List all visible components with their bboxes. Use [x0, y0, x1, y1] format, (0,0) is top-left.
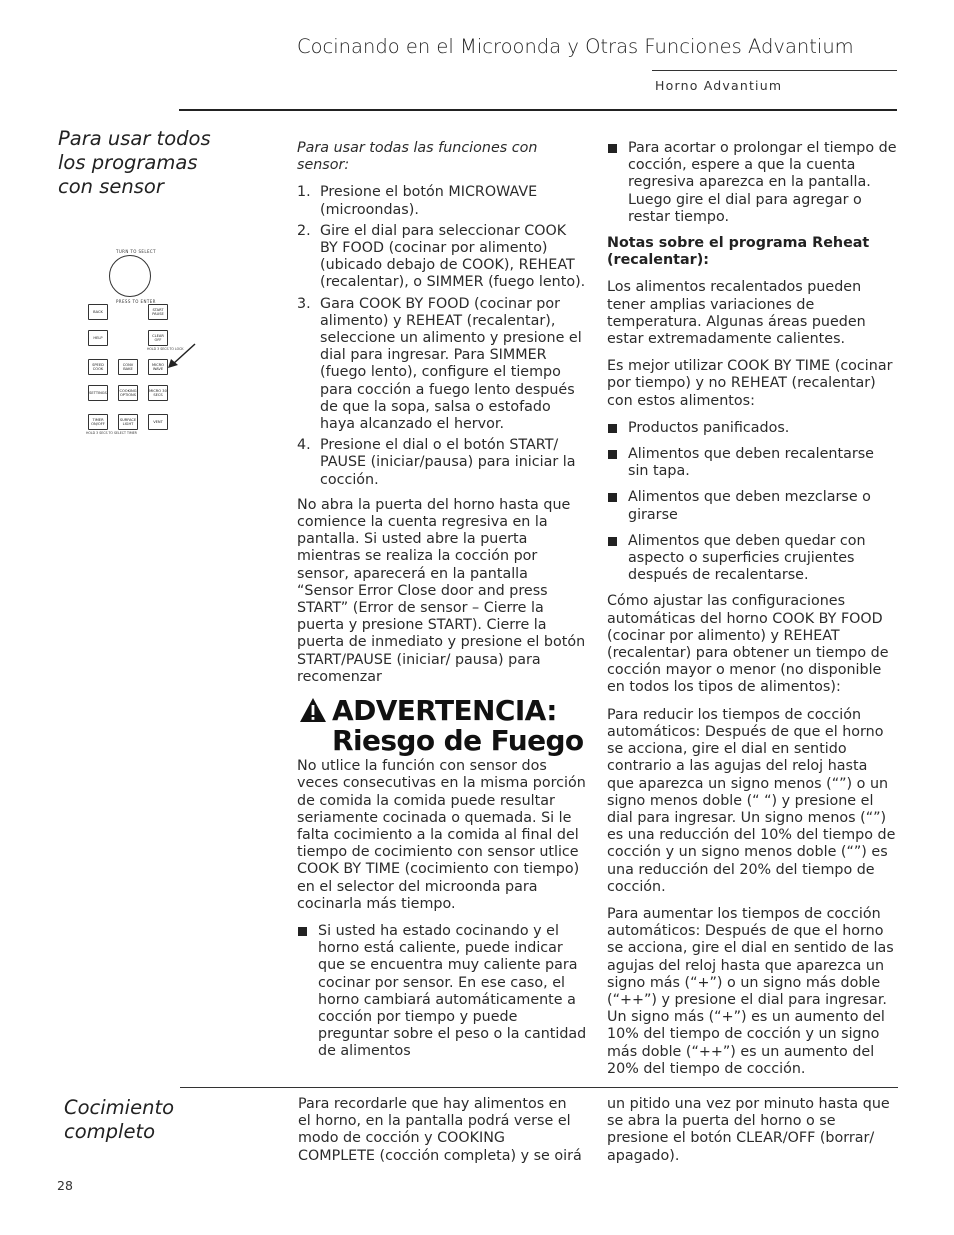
header-divider [179, 109, 897, 111]
heading-line: Para usar todos [58, 127, 211, 150]
shorten-list [607, 140, 897, 226]
foods-list [607, 420, 897, 585]
reheat-notes-p2: Es mejor utilizar COOK BY TIME (cocinar por tiempo) y no REHEAT (recalentar) con estos alimentos: [607, 358, 893, 409]
list-item: Alimentos que deben quedar con aspecto o superficies crujientes después de recalentarse. [607, 533, 897, 585]
timer-note: HOLD 3 SECS TO SELECT TIMER [86, 431, 137, 435]
list-item: 2. Gire el dial para seleccionar COOK BY FOOD (cocinar por alimento) (ubicado debajo de COOK), REHEAT (recalentar), o SIMMER (fuego lento). [297, 222, 586, 291]
cooking-complete-text-right [607, 1096, 892, 1175]
sensor-steps-list [297, 184, 587, 488]
vent-key: VENT [148, 414, 168, 430]
reheat-notes-p1: Los alimentos recalentados pueden tener amplias variaciones de temperatura. Algunas áreas pueden estar extremadamente calientes. [607, 279, 866, 348]
settings-key: SETTINGS [88, 385, 108, 401]
cooking-complete-left: Para recordarle que hay alimentos en el horno, en la pantalla podrá verse el modo de cocción y COOKING COMPLETE (cocción completa) y se oirá [298, 1096, 582, 1164]
speed-cook-key: SPEED COOK [88, 359, 108, 375]
back-key: BACK [88, 304, 108, 320]
dial-bottom-label: PRESS TO ENTER [116, 299, 156, 304]
door-paragraph: No abra la puerta del horno hasta que comience la cuenta regresiva en la pantalla. Si usted abre la puerta mientras se realiza la cocción por sensor, aparecerá en la pantalla “Sensor Error Close door and press START” (Error de sensor – Cierre la puerta y presione START). Cierre la puerta de inmediato y presione el botón START/PAUSE (iniciar/ pausa) para recomenzar [297, 496, 586, 685]
list-item: 1. Presione el botón MICROWAVE (microondas). [297, 184, 538, 218]
warning-triangle-icon [299, 697, 327, 723]
increase-paragraph: Para aumentar los tiempos de cocción automáticos: Después de que el horno se acciona, gire el dial en sentido de las agujas del reloj hasta que aparezca un signo más (“+”) o un signo más doble (“++”) y presione el dial para ingresar. Un signo más (“+”) es un aumento del 10% del tiempo de cocción y un signo más doble (“++”) es un aumento del 20% del tiempo de cocción. [607, 905, 894, 1077]
fire-warning [297, 696, 587, 756]
header-divider-short [652, 70, 897, 71]
selector-dial [109, 255, 151, 297]
list-item: 3. Gara COOK BY FOOD (cocinar por alimento) y REHEAT (recalentar), seleccione un alimento y presione el dial para ingresar. Para SIMMER (fuego lento), configure el tiempo para cocción a fuego lento después de que la sopa, salsa o estofado haya alcanzado el hervor. [297, 295, 582, 433]
micro-wave-key: MICRO WAVE [148, 359, 168, 375]
adjust-paragraph: Cómo ajustar las configuraciones automáticas del horno COOK BY FOOD (cocinar por alimento) y REHEAT (recalentar) para obtener un tiempo de cocción mayor o menor (no disponible en todos los tipos de alimentos): [607, 593, 889, 696]
list-item: 4. Presione el dial o el botón START/ PAUSE (iniciar/pausa) para iniciar la cocción. [297, 437, 576, 488]
warning-text: No utlice la función con sensor dos veces consecutivas en la misma porción de comida la comida puede resultar seriamente cocinada o quemada. Si le falta cocimiento a la comida al final del tiempo de cocimiento con sensor utlice COOK BY TIME (cocimiento con tiempo) en el selector del microonda para cocinarla más tiempo. [297, 758, 586, 912]
page-header-title: Cocinando en el Microonda y Otras Funciones Advantium [297, 35, 854, 58]
list-item: Para acortar o prolongar el tiempo de cocción, espere a que la cuenta regresiva aparezca en la pantalla. Luego gire el dial para agregar o restar tiempo. [607, 140, 897, 226]
reheat-notes-heading: Notas sobre el programa Reheat (recalentar): [607, 235, 870, 269]
pointer-arrow-icon [165, 342, 199, 372]
micro-30-secs-key: MICRO 30 SECS [148, 385, 168, 401]
dial-top-label: TURN TO SELECT [116, 249, 156, 254]
reheat-notes-column [607, 140, 897, 1088]
heading-line: con sensor [58, 175, 164, 198]
hot-oven-list [297, 923, 587, 1061]
clear-off-note: HOLD 3 SECS TO LOCK [147, 347, 184, 351]
cooking-options-key: COOKING OPTIONS [118, 385, 138, 401]
list-item: Si usted ha estado cocinando y el horno está caliente, puede indicar que se encuentra muy caliente para cocinar por sensor. En ese caso, el horno cambiará automáticamente a cocción por tiempo y puede preguntar sobre el peso o la cantidad de alimentos [297, 923, 587, 1061]
page-header-subtitle: Horno Advantium [655, 78, 783, 93]
warning-title-line1: ADVERTENCIA: [332, 694, 557, 728]
surface-light-key: SURFACE LIGHT [118, 414, 138, 430]
heading-line: Cocimiento [64, 1096, 175, 1119]
heading-line: completo [64, 1120, 156, 1143]
section-heading-sensor [58, 127, 258, 199]
warning-title-line2: Riesgo de Fuego [332, 724, 584, 758]
cooking-complete-right: un pitido una vez por minuto hasta que se abra la puerta del horno o se presione el botón CLEAR/OFF (borrar/ apagado). [607, 1096, 890, 1164]
reduce-paragraph: Para reducir los tiempos de cocción automáticos: Después de que el horno se acciona, gire el dial en sentido contrario a las agujas del reloj hasta que aparezca un signo menos (“”) o un signo menos doble (“ “) y presione el dial para ingresar. Un signo menos (“”) es una reducción del 10% del tiempo de cocción y un signo menos doble (“”) es una reducción del 20% del tiempo de cocción. [607, 706, 896, 895]
conv-bake-key: CONV BAKE [118, 359, 138, 375]
heading-line: los programas [58, 151, 198, 174]
list-item: Alimentos que deben recalentarse sin tapa. [607, 446, 897, 480]
list-item: Alimentos que deben mezclarse o girarse [607, 489, 897, 523]
cooking-complete-text-left [298, 1096, 583, 1175]
section-heading-complete [64, 1096, 264, 1144]
sensor-intro: Para usar todas las funciones con sensor: [297, 140, 538, 174]
help-key: HELP [88, 330, 108, 346]
timer-key: TIMER ON/OFF [88, 414, 108, 430]
section-divider [180, 1087, 898, 1088]
page-number: 28 [57, 1178, 73, 1193]
clear-off-key: CLEAR OFF [148, 330, 168, 346]
control-panel-illustration [80, 246, 210, 446]
start-pause-key: START PAUSE [148, 304, 168, 320]
sensor-instructions-column [297, 140, 587, 1070]
list-item: Productos panificados. [607, 420, 897, 437]
